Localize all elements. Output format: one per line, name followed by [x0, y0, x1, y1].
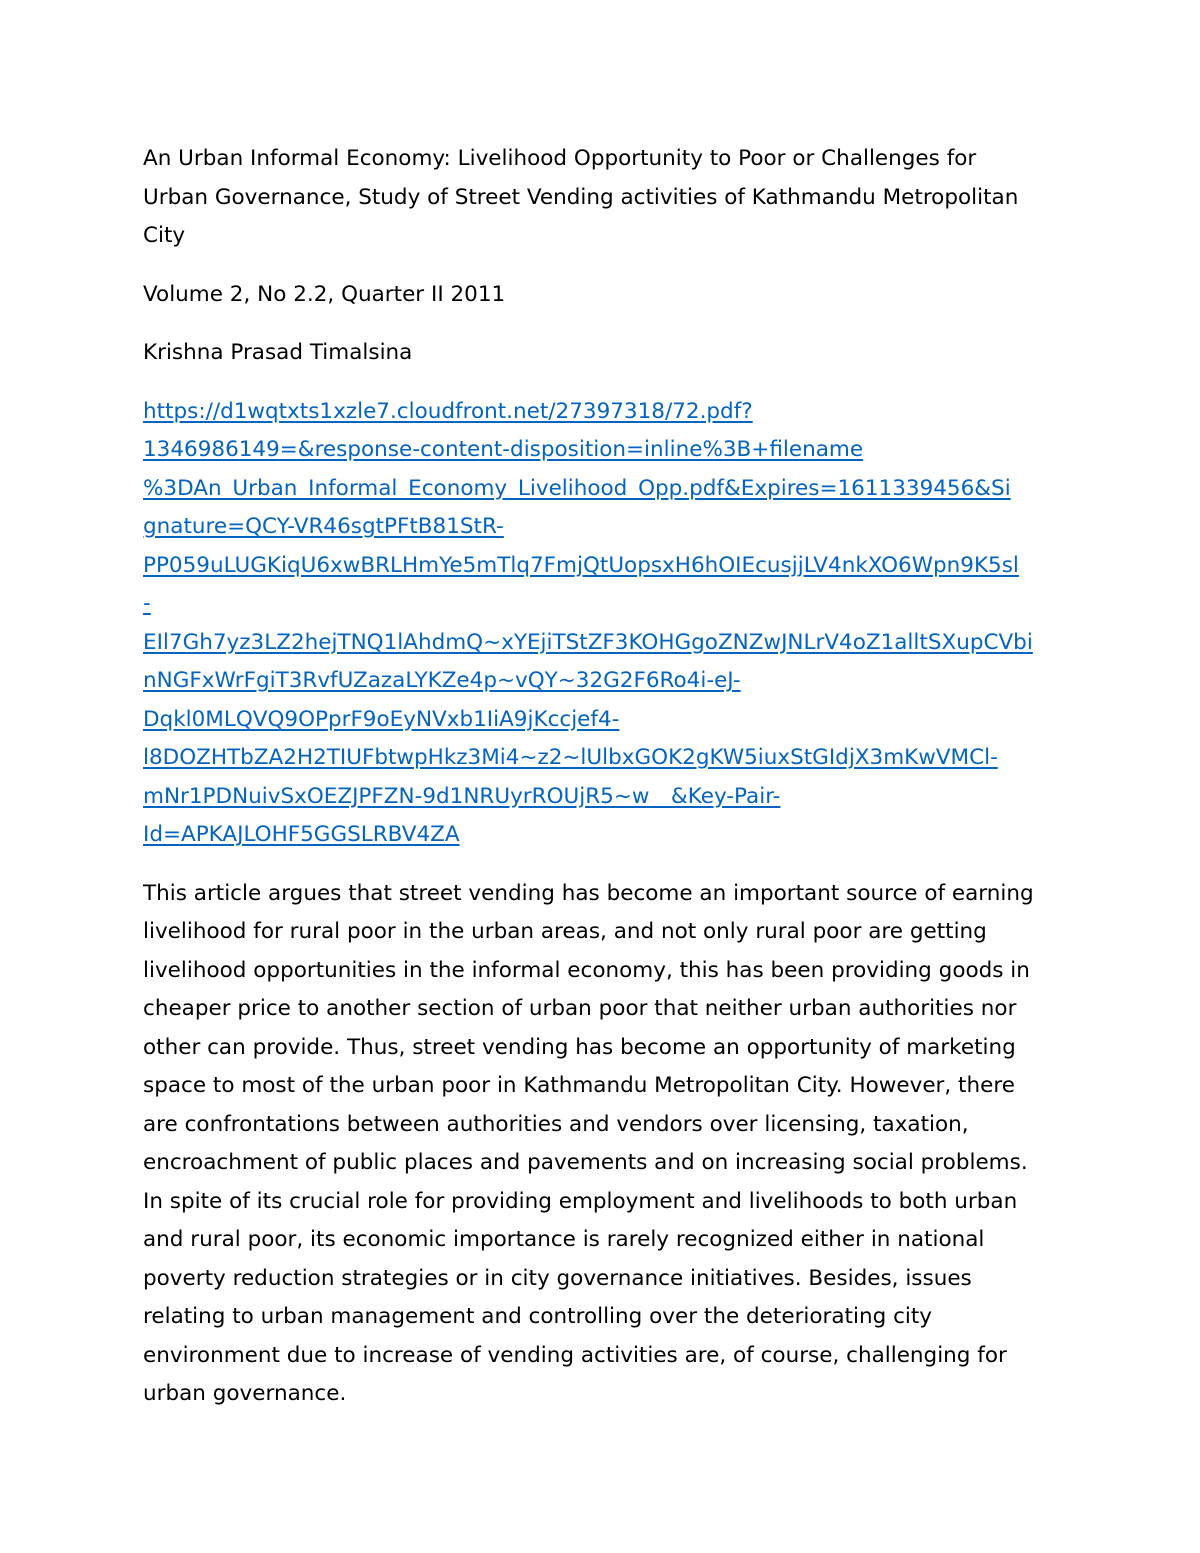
- link-line[interactable]: gnature=QCY-VR46sgtPFtB81StR-: [143, 514, 504, 539]
- link-line[interactable]: nNGFxWrFgiT3RvfUZazaLYKZe4p~vQY~32G2F6Ro4i-eJ-: [143, 668, 741, 693]
- document-content: [143, 140, 1063, 1414]
- abstract-line: cheaper price to another section of urban poor that neither urban authorities nor: [143, 996, 1017, 1021]
- source-link[interactable]: [143, 393, 1063, 855]
- title-line: An Urban Informal Economy: Livelihood Opportunity to Poor or Challenges for: [143, 146, 977, 171]
- abstract-line: In spite of its crucial role for providing employment and livelihoods to both urban: [143, 1188, 1018, 1214]
- abstract-line: relating to urban management and controlling over the deteriorating city: [143, 1304, 933, 1329]
- abstract-line: livelihood opportunities in the informal economy, this has been providing goods in: [143, 957, 1030, 983]
- link-line[interactable]: Dqkl0MLQVQ9OPprF9oEyNVxb1IiA9jKccjef4-: [143, 706, 620, 732]
- abstract-line: urban governance.: [143, 1381, 347, 1406]
- volume-info: Volume 2, No 2.2, Quarter II 2011: [143, 281, 506, 307]
- abstract-line: encroachment of public places and pavements and on increasing social problems.: [143, 1150, 1028, 1175]
- link-line[interactable]: -: [143, 591, 151, 616]
- article-abstract: [143, 875, 1063, 1414]
- author-name: Krishna Prasad Timalsina: [143, 340, 413, 365]
- article-title: [143, 140, 1063, 256]
- link-line[interactable]: mNr1PDNuivSxOEZJPFZN-9d1NRUyrROUjR5~w__&Key-Pair-: [143, 783, 781, 809]
- abstract-line: This article argues that street vending has become an important source of earning: [143, 880, 1034, 906]
- abstract-line: other can provide. Thus, street vending has become an opportunity of marketing: [143, 1034, 1016, 1060]
- link-line[interactable]: https://d1wqtxts1xzle7.cloudfront.net/27397318/72.pdf?: [143, 398, 753, 424]
- link-line[interactable]: PP059uLUGKiqU6xwBRLHmYe5mTlq7FmjQtUopsxH6hOIEcusjjLV4nkXO6Wpn9K5sl: [143, 552, 1019, 578]
- abstract-line: space to most of the urban poor in Kathmandu Metropolitan City. However, there: [143, 1073, 1015, 1098]
- link-line[interactable]: l8DOZHTbZA2H2TIUFbtwpHkz3Mi4~z2~lUlbxGOK2gKW5iuxStGIdjX3mKwVMCl-: [143, 745, 998, 770]
- title-line: Urban Governance, Study of Street Vending activities of Kathmandu Metropolitan: [143, 184, 1019, 210]
- link-line[interactable]: Id=APKAJLOHF5GGSLRBV4ZA: [143, 822, 460, 847]
- abstract-line: and rural poor, its economic importance is rarely recognized either in national: [143, 1227, 985, 1252]
- abstract-line: livelihood for rural poor in the urban areas, and not only rural poor are getting: [143, 919, 987, 944]
- link-line[interactable]: EIl7Gh7yz3LZ2hejTNQ1lAhdmQ~xYEjiTStZF3KOHGgoZNZwJNLrV4oZ1alltSXupCVbi: [143, 629, 1033, 655]
- link-line[interactable]: %3DAn_Urban_Informal_Economy_Livelihood_Opp.pdf&Expires=1611339456&Si: [143, 475, 1011, 501]
- title-line: City: [143, 223, 186, 248]
- abstract-line: poverty reduction strategies or in city governance initiatives. Besides, issues: [143, 1265, 972, 1291]
- abstract-line: are confrontations between authorities and vendors over licensing, taxation,: [143, 1111, 969, 1137]
- abstract-line: environment due to increase of vending activities are, of course, challenging for: [143, 1342, 1007, 1368]
- link-line[interactable]: 1346986149=&response-content-disposition=inline%3B+filename: [143, 437, 864, 462]
